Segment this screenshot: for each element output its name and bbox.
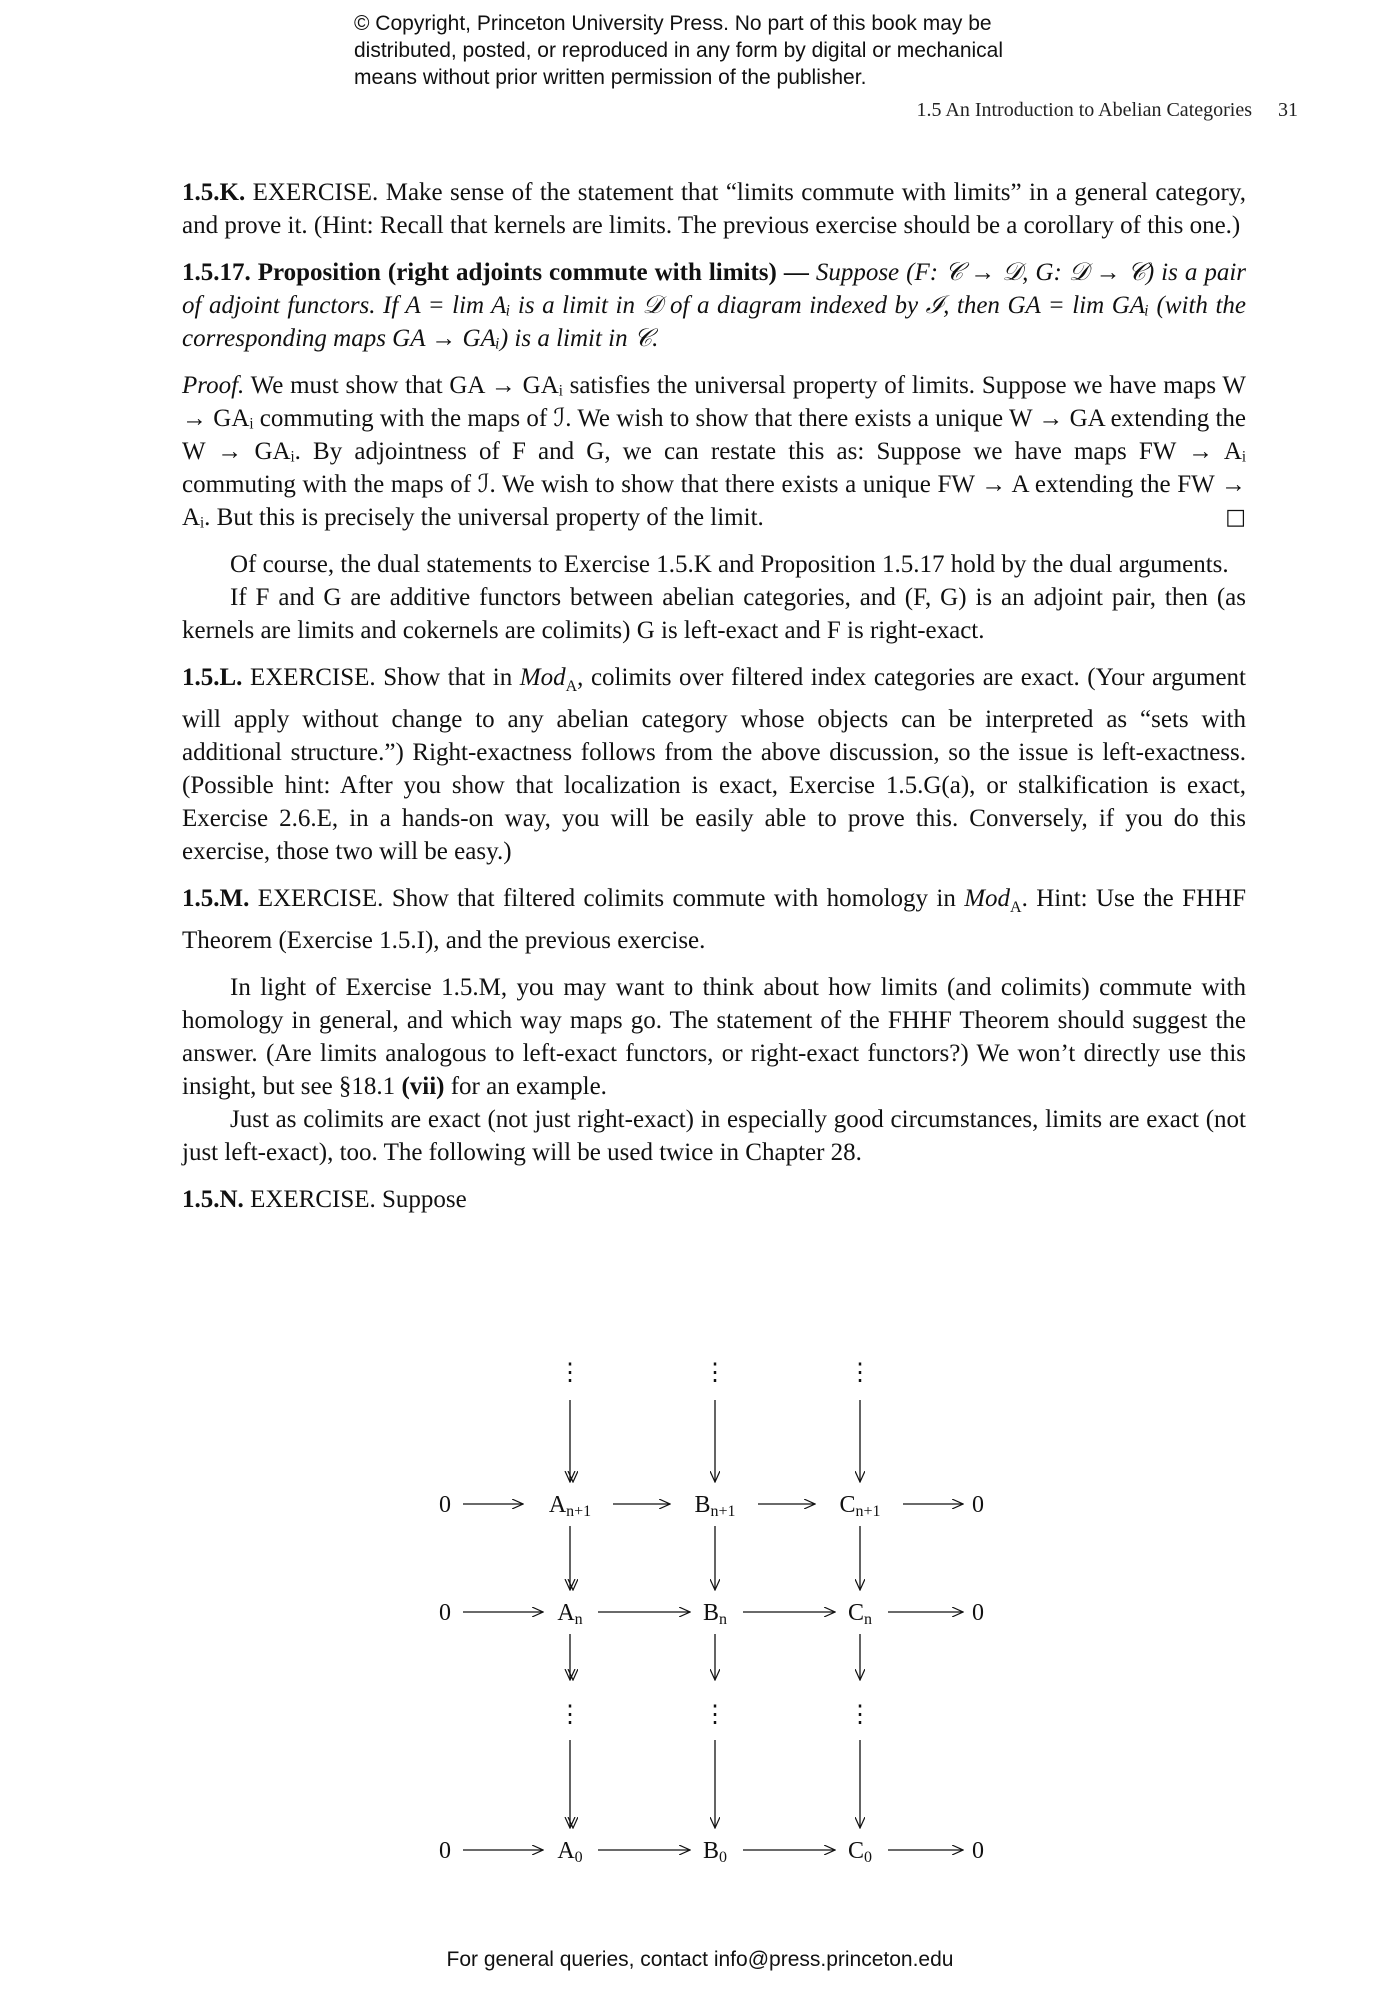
zero-left-mid: 0 [439,1600,451,1626]
mod-subscript: A [1010,899,1022,916]
exercise-1-5-l [182,661,1246,868]
paragraph-limits-homology [182,971,1246,1103]
mod-subscript: A [565,678,578,695]
cross-reference: (vii) [401,1073,445,1100]
object-b-0: B0 [702,1838,728,1866]
running-header [0,99,1298,122]
zero-right-bot: 0 [972,1838,984,1864]
object-a-n: An [557,1600,583,1628]
paragraph-adjoint-exactness: If F and G are additive functors between abelian categories, and (F, G) is an adjoint pair, then (as kernels are limits and cokernels are colimits) G is left-exact and F is right-exact. [182,584,1246,644]
copyright-line-2: distributed, posted, or reproduced in any form by digital or mechanical [354,39,1004,62]
exercise-kind: EXERCISE. [257,885,384,912]
paragraph-text-end: for an example. [450,1073,607,1100]
object-a-0: A0 [557,1838,583,1866]
object-b-n1: Bn+1 [694,1492,736,1520]
exercise-body: Make sense of the statement that “limits commute with limits” in a general category, and prove it. (Hint: Recall that kernels are limits. The previous exercise should be a corollary of this one.) [182,179,1247,239]
exercise-label: 1.5.M. [182,885,250,912]
zero-left-top: 0 [439,1492,451,1518]
exercise-label: 1.5.N. [182,1186,244,1213]
mod-category: Mod [519,664,566,691]
section-title: 1.5 An Introduction to Abelian Categories [916,99,1252,121]
vdots-mid-c: ⋮ [848,1702,872,1728]
page-number: 31 [1278,99,1298,121]
exercise-1-5-k [182,176,1246,242]
exercise-label: 1.5.K. [182,179,246,206]
qed-symbol: □ [1225,505,1246,530]
zero-right-top: 0 [972,1492,984,1518]
exercise-body-end: , colimits over filtered index categories are exact. (Your argument will apply without change to any abelian category whose objects can be interpreted as “sets with additional structure.”) Right-exactness follows from the above discussion, so the issue is left-exactness. (Possible hint: After you show that localization is exact, Exercise 1.5.G(a), or stalkification is exact, Exercise 2.6.E, in a hands-on way, you will be easily able to prove this. Conversely, if you do this exercise, those two will be easy.) [182,664,1246,865]
paragraph-limits-exact: Just as colimits are exact (not just right-exact) in especially good circumstances, limits are exact (not just left-exact), too. The following will be used twice in Chapter 28. [182,1106,1246,1166]
vdots-top-c: ⋮ [848,1360,872,1386]
copyright-line-1: © Copyright, Princeton University Press. No part of this book may be [354,12,992,35]
proposition-body: Suppose (F: 𝒞 → 𝒟, G: 𝒟 → 𝒞) is a pair of adjoint functors. If A = lim Aᵢ is a limit in 𝒟 of a diagram indexed by ℐ, then GA = lim GAᵢ (with the corresponding maps GA → GAᵢ) is a limit in 𝒞. [182,259,1246,352]
vdots-mid-b: ⋮ [703,1702,727,1728]
proof-label: Proof. [182,372,245,399]
exercise-body-end: . Hint: Use the FHHF Theorem (Exercise 1.5.I), and the previous exercise. [182,885,1247,954]
copyright-line-3: means without prior written permission of the publisher. [354,66,867,89]
exercise-kind: EXERCISE. [252,179,379,206]
proposition-1-5-17 [182,256,1246,355]
exercise-body-start: Show that filtered colimits commute with homology in [391,885,956,912]
paragraph-dual-statements: Of course, the dual statements to Exercise 1.5.K and Proposition 1.5.17 hold by the dual arguments. [230,551,1229,578]
mod-category: Mod [964,885,1011,912]
proof-body: We must show that GA → GAᵢ satisfies the universal property of limits. Suppose we have maps W → GAᵢ commuting with the maps of ℐ. We wish to show that there exists a unique W → GA extending the W → GAᵢ. By adjointness of F and G, we can restate this as: Suppose we have maps FW → Aᵢ commuting with the maps of ℐ. We wish to show that there exists a unique FW → A extending the FW → Aᵢ. But this is precisely the universal property of the limit. [182,372,1246,531]
page-body [182,176,1246,1216]
object-c-n: Cn [847,1600,873,1628]
exercise-label: 1.5.L. [182,664,243,691]
exercise-body-start: Show that in [383,664,513,691]
paragraph-text: In light of Exercise 1.5.M, you may want to think about how limits (and colimits) commute with homology in general, and which way maps go. The statement of the FHHF Theorem should suggest the answer. (Are limits analogous to left-exact functors, or right-exact functors?) We won’t directly use this insight, but see §18.1 [182,974,1246,1100]
exercise-1-5-n [182,1183,1246,1216]
copyright-notice [354,10,1114,91]
proof [182,369,1246,534]
exercise-body: Suppose [382,1186,467,1213]
object-c-0: C0 [847,1838,873,1866]
vdots-mid-a: ⋮ [558,1702,582,1728]
exercise-kind: EXERCISE. [249,664,376,691]
object-a-n1: An+1 [548,1492,592,1520]
commutative-diagram [400,1350,1020,1870]
proposition-label: 1.5.17. Proposition (right adjoints commute with limits) — [182,259,809,286]
exercise-kind: EXERCISE. [250,1186,376,1213]
zero-left-bot: 0 [439,1838,451,1864]
vdots-top-a: ⋮ [558,1360,582,1386]
vdots-top-b: ⋮ [703,1360,727,1386]
object-c-n1: Cn+1 [839,1492,881,1520]
footer-contact: For general queries, contact info@press.princeton.edu [446,1948,954,1971]
object-b-n: Bn [702,1600,728,1628]
zero-right-mid: 0 [972,1600,984,1626]
exercise-1-5-m [182,882,1246,957]
